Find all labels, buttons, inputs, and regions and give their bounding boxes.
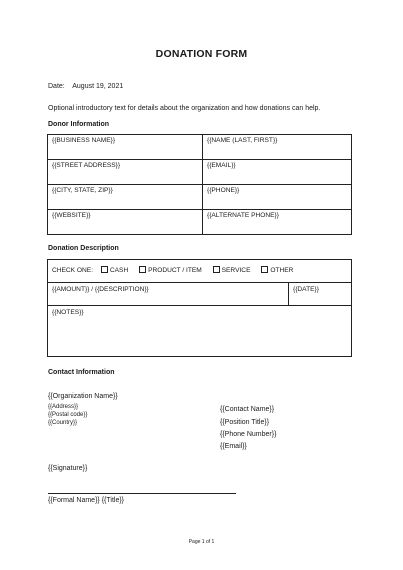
cash-label: CASH [109, 267, 129, 274]
contact-email: {{Email}} [220, 443, 247, 450]
date-label: Date: [48, 83, 65, 90]
name-field[interactable]: {{NAME (LAST, FIRST}} [203, 135, 352, 160]
date-line [48, 82, 123, 91]
date-value: August 19, 2021 [72, 83, 124, 90]
contact-position: {{Position Title}} [220, 419, 270, 426]
other-checkbox[interactable] [261, 266, 268, 273]
formal-name-title: {{Formal Name}} {{Title}} [48, 497, 125, 504]
signature-line [48, 493, 236, 494]
org-address: {{Address}} [48, 404, 79, 410]
contact-phone: {{Phone Number}} [220, 431, 277, 438]
business-name-field[interactable]: {{BUSINESS NAME}} [48, 135, 203, 160]
other-label: OTHER [270, 267, 294, 274]
check-one-label: CHECK ONE: [52, 267, 94, 274]
intro-text: Optional introductory text for details about the organization and how donations can help. [48, 105, 321, 112]
org-country: {{Country}} [48, 420, 78, 426]
divider [47, 305, 352, 306]
donor-table [47, 134, 352, 235]
phone-field[interactable]: {{PHONE}} [203, 185, 352, 210]
donor-heading: Donor Information [48, 121, 110, 128]
donation-date-field[interactable]: {{DATE}} [293, 286, 319, 293]
donation-heading: Donation Description [48, 245, 119, 252]
cash-checkbox[interactable] [101, 266, 108, 273]
website-field[interactable]: {{WEBSITE}} [48, 210, 203, 235]
divider [288, 282, 289, 306]
contact-name: {{Contact Name}} [220, 406, 275, 413]
city-state-zip-field[interactable]: {{CITY, STATE, ZIP}} [48, 185, 203, 210]
alternate-phone-field[interactable]: {{ALTERNATE PHONE}} [203, 210, 352, 235]
service-checkbox[interactable] [213, 266, 220, 273]
product-label: PRODUCT / ITEM [148, 267, 202, 274]
street-address-field[interactable]: {{STREET ADDRESS}} [48, 160, 203, 185]
org-postal-code: {{Postal code}} [48, 412, 88, 418]
divider [47, 282, 352, 283]
notes-field[interactable]: {{NOTES}} [52, 309, 84, 316]
org-name: {{Organization Name}} [48, 393, 118, 400]
email-field[interactable]: {{EMAIL}} [203, 160, 352, 185]
service-label: SERVICE [221, 267, 251, 274]
check-one-row [52, 266, 293, 274]
signature-placeholder: {{Signature}} [48, 465, 88, 472]
contact-heading: Contact Information [48, 369, 115, 376]
form-title: DONATION FORM [155, 48, 248, 60]
product-checkbox[interactable] [139, 266, 146, 273]
amount-field[interactable]: {{AMOUNT}} / {{DESCRIPTION}} [52, 286, 149, 293]
page-number: Page 1 of 1 [188, 539, 215, 545]
